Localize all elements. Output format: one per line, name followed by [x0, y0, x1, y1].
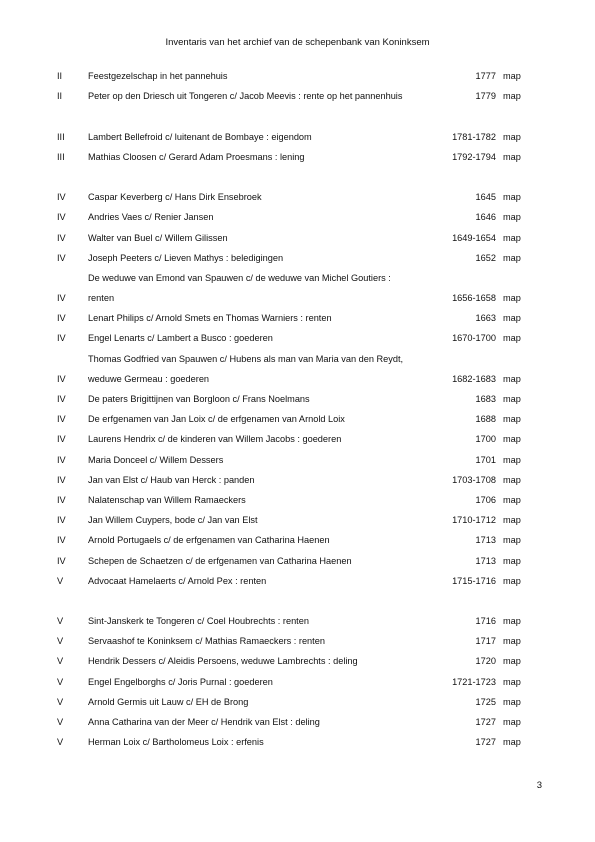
case-date: 1779	[475, 91, 496, 102]
case-date: 1720	[475, 656, 496, 667]
case-date: 1713	[475, 535, 496, 546]
series-number: III	[57, 131, 65, 142]
case-date: 1715-1716	[452, 575, 496, 586]
case-description: Caspar Keverberg c/ Hans Dirk Ensebroek	[88, 192, 262, 203]
storage-type: map	[503, 636, 521, 647]
series-number: V	[57, 575, 64, 586]
series-number: IV	[57, 454, 66, 465]
inventory-row	[0, 312, 595, 332]
case-date: 1727	[475, 737, 496, 748]
case-description: De paters Brigittijnen van Borgloon c/ Frans Noelmans	[88, 394, 310, 404]
series-number: V	[57, 636, 64, 647]
series-number: II	[57, 71, 63, 81]
case-date: 1710-1712	[452, 515, 496, 526]
page-header-title: Inventaris van het archief van de schepenbank van Koninksem	[165, 37, 430, 48]
inventory-row	[0, 575, 595, 595]
inventory-row	[0, 211, 595, 231]
storage-type: map	[503, 293, 521, 304]
case-date: 1716	[475, 616, 496, 627]
case-date: 1777	[475, 71, 496, 81]
inventory-row	[0, 252, 595, 272]
case-description: Arnold Portugaels c/ de erfgenamen van Catharina Haenen	[88, 535, 330, 546]
inventory-row	[0, 373, 595, 393]
case-description: Lenart Philips c/ Arnold Smets en Thomas Warniers : renten	[88, 313, 332, 324]
storage-type: map	[503, 373, 521, 384]
case-date: 1663	[475, 313, 496, 324]
storage-type: map	[503, 696, 521, 707]
storage-type: map	[503, 252, 521, 263]
series-number: V	[57, 696, 64, 707]
case-description: Maria Donceel c/ Willem Dessers	[88, 454, 224, 465]
case-description: renten	[88, 293, 115, 304]
series-number: V	[57, 656, 64, 667]
storage-type: map	[503, 91, 521, 102]
inventory-row	[0, 655, 595, 675]
series-number: IV	[57, 555, 66, 566]
storage-type: map	[503, 656, 521, 667]
inventory-list	[0, 70, 595, 756]
storage-type: map	[503, 192, 521, 203]
storage-type: map	[503, 676, 521, 687]
case-description: Laurens Hendrix c/ de kinderen van Willem Jacobs : goederen	[88, 434, 342, 445]
case-date: 1727	[475, 717, 496, 727]
case-date: 1701	[475, 454, 496, 465]
page-number: 3	[536, 780, 542, 791]
storage-type: map	[503, 717, 521, 727]
case-description: Thomas Godfried van Spauwen c/ Hubens als man van Maria van den Reydt,	[88, 353, 404, 364]
storage-type: map	[503, 151, 521, 162]
series-number: IV	[57, 313, 66, 324]
case-date: 1721-1723	[452, 676, 496, 687]
case-description: Peter op den Driesch uit Tongeren c/ Jacob Meevis : rente op het pannenhuis	[88, 91, 403, 102]
case-date: 1646	[475, 212, 496, 223]
inventory-row	[0, 191, 595, 211]
series-number: II	[57, 91, 63, 102]
inventory-row	[0, 151, 595, 171]
inventory-row	[0, 474, 595, 494]
inventory-row	[0, 514, 595, 534]
inventory-row	[0, 676, 595, 696]
inventory-row	[0, 131, 595, 151]
series-number: IV	[57, 414, 66, 425]
storage-type: map	[503, 515, 521, 526]
case-description: Schepen de Schaetzen c/ de erfgenamen van Catharina Haenen	[88, 555, 352, 566]
inventory-row	[0, 90, 595, 110]
series-number: IV	[57, 434, 66, 445]
storage-type: map	[503, 474, 521, 485]
inventory-row	[0, 534, 595, 554]
case-description: Anna Catharina van der Meer c/ Hendrik van Elst : deling	[88, 717, 320, 727]
inventory-row	[0, 272, 595, 292]
case-description: Andries Vaes c/ Renier Jansen	[88, 212, 214, 223]
series-number: IV	[57, 333, 66, 344]
inventory-row	[0, 110, 595, 130]
inventory-row	[0, 292, 595, 312]
case-date: 1670-1700	[452, 333, 496, 344]
series-number: IV	[57, 252, 66, 263]
case-description: Nalatenschap van Willem Ramaeckers	[88, 494, 246, 505]
case-description: Feestgezelschap in het pannehuis	[88, 71, 228, 81]
case-date: 1645	[475, 192, 496, 203]
storage-type: map	[503, 535, 521, 546]
case-date: 1781-1782	[452, 131, 496, 142]
series-number: V	[57, 616, 64, 627]
series-number: V	[57, 717, 64, 727]
case-date: 1656-1658	[452, 293, 496, 304]
storage-type: map	[503, 737, 521, 748]
inventory-row	[0, 716, 595, 736]
case-description: Engel Lenarts c/ Lambert a Busco : goederen	[88, 333, 273, 344]
case-date: 1688	[475, 414, 496, 425]
inventory-row	[0, 232, 595, 252]
inventory-row	[0, 494, 595, 514]
storage-type: map	[503, 394, 521, 404]
inventory-row	[0, 454, 595, 474]
series-number: V	[57, 676, 64, 687]
storage-type: map	[503, 333, 521, 344]
inventory-row	[0, 696, 595, 716]
series-number: IV	[57, 515, 66, 526]
case-date: 1706	[475, 494, 496, 505]
case-date: 1649-1654	[452, 232, 496, 243]
inventory-row	[0, 413, 595, 433]
storage-type: map	[503, 434, 521, 445]
inventory-row	[0, 353, 595, 373]
case-description: weduwe Germeau : goederen	[88, 373, 210, 384]
series-number: IV	[57, 212, 66, 223]
storage-type: map	[503, 232, 521, 243]
case-date: 1717	[475, 636, 496, 647]
case-description: Mathias Cloosen c/ Gerard Adam Proesmans : lening	[88, 151, 305, 162]
storage-type: map	[503, 555, 521, 566]
case-description: Advocaat Hamelaerts c/ Arnold Pex : renten	[88, 575, 267, 586]
series-number: IV	[57, 373, 66, 384]
case-description: Walter van Buel c/ Willem Gilissen	[88, 232, 228, 243]
series-number: V	[57, 737, 64, 748]
case-date: 1652	[475, 252, 496, 263]
inventory-row	[0, 555, 595, 575]
storage-type: map	[503, 454, 521, 465]
series-number: IV	[57, 494, 66, 505]
inventory-row	[0, 70, 595, 90]
series-number: III	[57, 151, 65, 162]
case-description: Hendrik Dessers c/ Aleidis Persoens, weduwe Lambrechts : deling	[88, 656, 358, 667]
case-date: 1683	[475, 394, 496, 404]
inventory-row	[0, 635, 595, 655]
storage-type: map	[503, 414, 521, 425]
series-number: IV	[57, 192, 66, 203]
storage-type: map	[503, 494, 521, 505]
case-description: Joseph Peeters c/ Lieven Mathys : beledigingen	[88, 252, 284, 263]
case-description: Jan Willem Cuypers, bode c/ Jan van Elst	[88, 515, 258, 526]
series-number: IV	[57, 535, 66, 546]
case-description: Herman Loix c/ Bartholomeus Loix : erfenis	[88, 737, 264, 748]
case-date: 1703-1708	[452, 474, 496, 485]
inventory-row	[0, 595, 595, 615]
case-description: Arnold Germis uit Lauw c/ EH de Brong	[88, 696, 249, 707]
storage-type: map	[503, 575, 521, 586]
inventory-row	[0, 332, 595, 352]
series-number: IV	[57, 394, 66, 404]
inventory-row	[0, 615, 595, 635]
series-number: IV	[57, 293, 66, 304]
case-date: 1700	[475, 434, 496, 445]
storage-type: map	[503, 131, 521, 142]
case-date: 1725	[475, 696, 496, 707]
series-number: IV	[57, 474, 66, 485]
storage-type: map	[503, 71, 521, 81]
inventory-row	[0, 433, 595, 453]
case-date: 1682-1683	[452, 373, 496, 384]
storage-type: map	[503, 313, 521, 324]
case-description: De erfgenamen van Jan Loix c/ de erfgenamen van Arnold Loix	[88, 414, 345, 425]
inventory-row	[0, 393, 595, 413]
case-date: 1713	[475, 555, 496, 566]
case-description: Jan van Elst c/ Haub van Herck : panden	[88, 474, 255, 485]
storage-type: map	[503, 616, 521, 627]
case-description: De weduwe van Emond van Spauwen c/ de weduwe van Michel Goutiers :	[88, 272, 391, 283]
storage-type: map	[503, 212, 521, 223]
case-description: Engel Engelborghs c/ Joris Purnal : goederen	[88, 676, 273, 687]
case-description: Lambert Bellefroid c/ luitenant de Bombaye : eigendom	[88, 131, 312, 142]
case-description: Servaashof te Koninksem c/ Mathias Ramaeckers : renten	[88, 636, 325, 647]
inventory-row	[0, 171, 595, 191]
inventory-row	[0, 736, 595, 756]
series-number: IV	[57, 232, 66, 243]
case-description: Sint-Janskerk te Tongeren c/ Coel Houbrechts : renten	[88, 616, 309, 627]
case-date: 1792-1794	[452, 151, 496, 162]
